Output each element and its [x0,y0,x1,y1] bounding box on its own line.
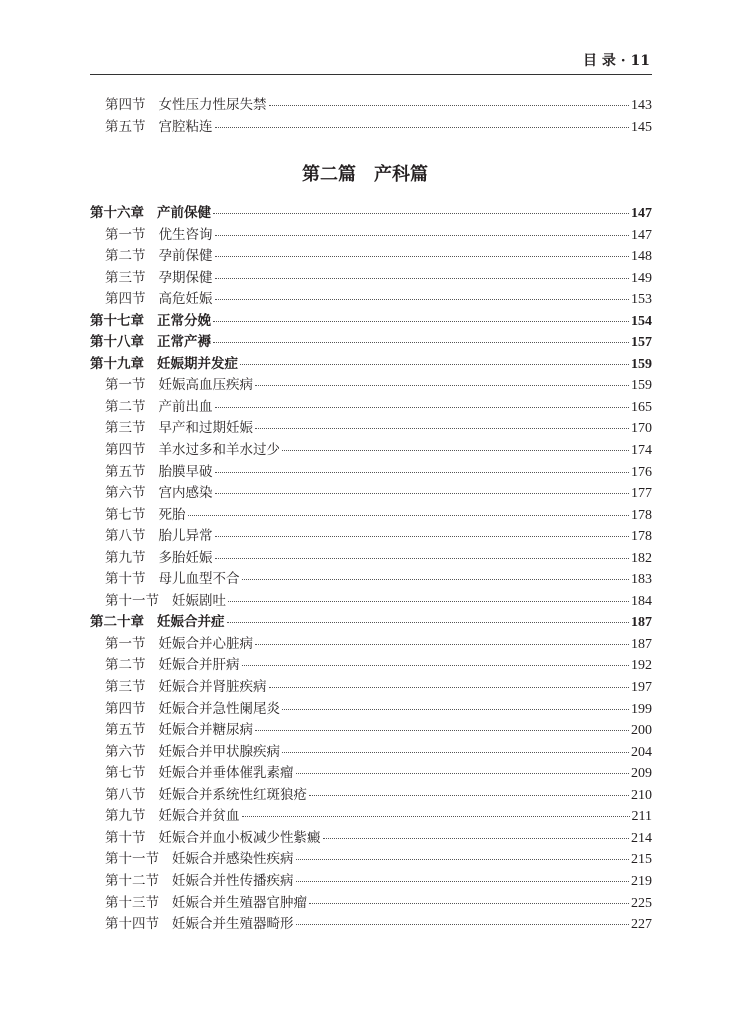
toc-row-title: 妊娠合并生殖器畸形 [172,916,294,933]
toc-section-row[interactable] [90,891,652,913]
toc-row-title: 妊娠合并系统性红斑狼疮 [158,786,307,803]
dot-leader [215,278,630,279]
toc-row-label: 第二节 [105,657,146,674]
toc-section-row[interactable] [90,869,652,891]
toc-section-row[interactable] [90,783,652,805]
toc-row-page: 183 [631,572,652,588]
toc-row-page: 192 [631,658,652,674]
toc-row-title: 正常产褥 [157,334,211,351]
toc-row-page: 204 [631,744,652,760]
toc-row-title: 妊娠合并甲状腺疾病 [158,743,280,760]
toc-row-page: 148 [631,249,652,265]
toc-row-title: 妊娠合并感染性疾病 [172,851,294,868]
toc-row-label: 第一节 [105,635,146,652]
toc-row-title: 妊娠合并急性阑尾炎 [158,700,280,717]
toc-row-label: 第八节 [105,786,146,803]
dot-leader [213,213,629,214]
toc-row-title: 宫内感染 [158,485,213,502]
dot-leader [215,235,630,236]
dot-leader [296,859,630,860]
toc-section-row[interactable] [90,287,652,309]
toc-row-label: 第五节 [105,722,146,739]
toc-row-page: 199 [631,701,652,717]
toc-row-title: 宫腔粘连 [158,118,213,135]
toc-row-label: 第十九章 [90,355,144,372]
toc-row-label: 第九节 [105,549,146,566]
toc-row-label: 第十三节 [105,894,159,911]
toc-row-page: 149 [631,270,652,286]
dot-leader [255,644,629,645]
toc-section-row[interactable] [90,653,652,675]
toc-section-row[interactable] [90,567,652,589]
dot-leader [227,622,630,623]
toc-row-label: 第九节 [105,808,146,825]
dot-leader [242,665,630,666]
toc-row-title: 妊娠合并肾脏疾病 [158,679,267,696]
dot-leader [296,924,630,925]
toc-row-page: 209 [631,766,652,782]
toc-row-label: 第五节 [105,463,146,480]
toc-row-title: 妊娠合并血小板减少性紫癜 [158,829,321,846]
toc-row-label: 第二节 [105,398,146,415]
toc-row-page: 143 [631,98,652,113]
toc-section-row[interactable] [90,804,652,826]
toc-row-page: 174 [631,443,652,459]
toc-row-page: 184 [631,593,652,609]
dot-leader [269,105,630,106]
toc-section-row[interactable] [90,632,652,654]
toc-row-label: 第六节 [105,743,146,760]
toc-row-label: 第四节 [105,97,146,113]
dot-leader [213,342,629,343]
toc-section-row[interactable] [90,503,652,525]
toc-row-page: 187 [631,636,652,652]
toc-row-title: 孕期保健 [158,269,213,286]
toc-row-title: 产前出血 [158,398,213,415]
toc-section-row[interactable] [90,675,652,697]
toc-row-page: 159 [631,356,652,372]
toc-row-title: 羊水过多和羊水过少 [158,442,280,459]
toc-section-row[interactable] [90,761,652,783]
toc-row-title: 早产和过期妊娠 [158,420,253,437]
toc-row-label: 第十六章 [90,205,144,221]
running-header: 目 录 · 11 [583,53,650,69]
toc-row-page: 154 [631,313,652,329]
toc-row-title: 妊娠合并糖尿病 [158,722,253,739]
toc-row-title: 优生咨询 [158,226,213,243]
toc-top-list [90,93,652,136]
header-rule [90,74,652,75]
dot-leader [215,472,630,473]
toc-row-label: 第六节 [105,485,146,502]
dot-leader [269,687,630,688]
dot-leader [240,364,629,365]
toc-section-row[interactable] [90,373,652,395]
dot-leader [215,299,630,300]
toc-row-label: 第十节 [105,829,146,846]
toc-section-row[interactable] [90,524,652,546]
toc-row-label: 第四节 [105,442,146,459]
toc-row-label: 第十八章 [90,334,144,351]
toc-row-page: 211 [631,809,652,825]
toc-row-page: 153 [631,292,652,308]
toc-row-label: 第四节 [105,700,146,717]
toc-row-title: 妊娠高血压疾病 [158,377,253,394]
toc-row-page: 182 [631,550,652,566]
toc-row-label: 第四节 [105,291,146,308]
dot-leader [282,752,629,753]
toc-row-page: 157 [631,335,652,351]
toc-row-title: 母儿血型不合 [158,571,240,588]
dot-leader [242,579,630,580]
toc-row-title: 妊娠合并贫血 [158,808,240,825]
toc-section-row[interactable] [90,826,652,848]
toc-section-row[interactable] [90,697,652,719]
toc-row-page: 176 [631,464,652,480]
toc-section-row[interactable] [90,589,652,611]
toc-row-label: 第十一节 [105,851,159,868]
toc-row-label: 第三节 [105,420,146,437]
toc-row-page: 178 [631,507,652,523]
toc-chapter-row[interactable] [90,610,652,632]
toc-chapter-row[interactable] [90,352,652,374]
toc-row-page: 170 [631,421,652,437]
dot-leader [255,730,629,731]
toc-chapter-row[interactable] [90,201,652,223]
dot-leader [282,450,629,451]
toc-section-row[interactable] [90,546,652,568]
toc-row-title: 妊娠合并生殖器官肿瘤 [172,894,307,911]
dot-leader [282,709,629,710]
toc-chapter-row[interactable] [90,309,652,331]
dot-leader [296,881,630,882]
toc-section-row[interactable] [90,416,652,438]
toc-section-row[interactable] [90,438,652,460]
toc-row-page: 178 [631,529,652,545]
toc-row-title: 孕前保健 [158,248,213,265]
toc-row-label: 第十一节 [105,592,159,609]
toc-row-page: 177 [631,486,652,502]
dot-leader [296,773,630,774]
toc-row-page: 197 [631,680,652,696]
toc-row-page: 147 [631,206,652,221]
toc-row[interactable] [90,93,652,115]
toc-section-row[interactable] [90,912,652,934]
toc-row[interactable] [90,115,652,137]
toc-row-title: 胎儿异常 [158,528,213,545]
toc-row-title: 妊娠合并心脏病 [158,635,253,652]
dot-leader [215,558,630,559]
toc-row-page: 145 [631,119,652,135]
dot-leader [215,256,630,257]
dot-leader [215,127,630,128]
dot-leader [215,407,630,408]
toc-row-label: 第一节 [105,226,146,243]
toc-row-title: 胎膜早破 [158,463,213,480]
toc-section-row[interactable] [90,740,652,762]
toc-row-page: 147 [631,227,652,243]
toc-row-title: 妊娠合并性传播疾病 [172,872,294,889]
toc-row-title: 女性压力性尿失禁 [158,97,267,113]
toc-row-title: 正常分娩 [157,312,211,329]
toc-row-page: 159 [631,378,652,394]
toc-section-row[interactable] [90,244,652,266]
toc-row-label: 第七节 [105,765,146,782]
toc-row-title: 妊娠合并垂体催乳素瘤 [158,765,294,782]
toc-section-row[interactable] [90,460,652,482]
toc-row-label: 第七节 [105,506,146,523]
toc-row-title: 产前保健 [157,205,211,221]
toc-row-label: 第十四节 [105,916,159,933]
toc-main-list [90,201,652,934]
toc-row-label: 第二节 [105,248,146,265]
toc-row-page: 225 [631,895,652,911]
dot-leader [255,428,629,429]
toc-row-page: 227 [631,917,652,933]
toc-row-title: 妊娠合并症 [157,614,225,631]
part-title: 第二篇 产科篇 [302,164,428,185]
dot-leader [309,903,629,904]
dot-leader [309,795,629,796]
toc-section-row[interactable] [90,481,652,503]
toc-row-label: 第三节 [105,679,146,696]
toc-chapter-row[interactable] [90,330,652,352]
dot-leader [188,515,630,516]
toc-row-page: 215 [631,852,652,868]
dot-leader [242,816,630,817]
toc-row-label: 第三节 [105,269,146,286]
toc-row-label: 第二十章 [90,614,144,631]
dot-leader [215,536,630,537]
dot-leader [213,321,629,322]
toc-section-row[interactable] [90,395,652,417]
toc-row-label: 第十节 [105,571,146,588]
toc-section-row[interactable] [90,223,652,245]
toc-row-label: 第五节 [105,118,146,135]
toc-section-row[interactable] [90,718,652,740]
toc-row-page: 214 [631,830,652,846]
toc-row-page: 200 [631,723,652,739]
dot-leader [255,385,629,386]
toc-row-title: 妊娠剧吐 [172,592,226,609]
toc-section-row[interactable] [90,266,652,288]
toc-row-title: 死胎 [158,506,186,523]
toc-section-row[interactable] [90,847,652,869]
toc-row-label: 第十七章 [90,312,144,329]
dot-leader [228,601,629,602]
toc-row-label: 第八节 [105,528,146,545]
toc-row-label: 第十二节 [105,872,159,889]
toc-row-title: 多胎妊娠 [158,549,213,566]
toc-row-title: 妊娠期并发症 [157,355,238,372]
toc-row-page: 165 [631,399,652,415]
toc-row-page: 219 [631,873,652,889]
toc-row-label: 第一节 [105,377,146,394]
toc-row-title: 妊娠合并肝病 [158,657,240,674]
dot-leader [215,493,630,494]
toc-row-title: 高危妊娠 [158,291,213,308]
dot-leader [323,838,630,839]
toc-row-page: 187 [631,615,652,631]
toc-row-page: 210 [631,787,652,803]
